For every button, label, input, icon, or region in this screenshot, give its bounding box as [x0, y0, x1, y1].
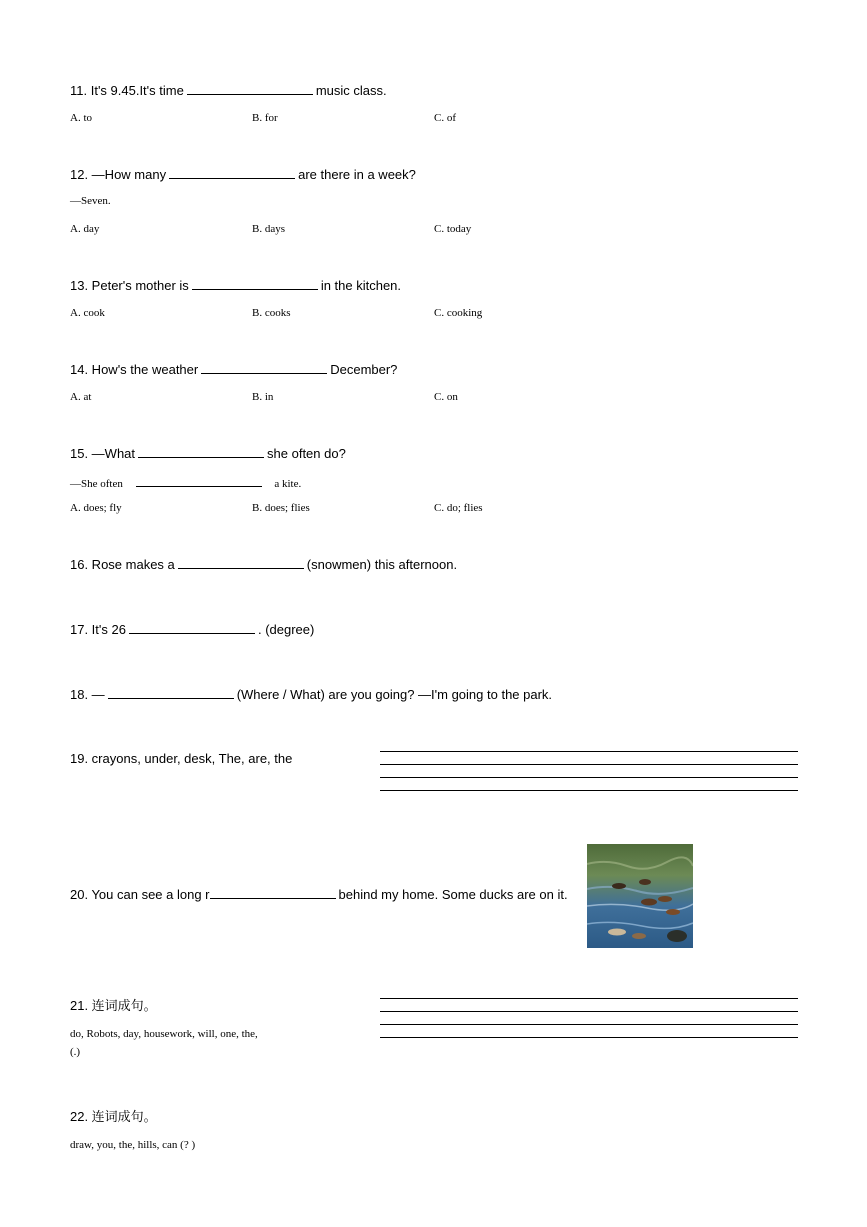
- question-text: (snowmen) this afternoon.: [306, 557, 458, 572]
- question-text: 14. How's the weather: [70, 362, 199, 377]
- option-b[interactable]: B. does; flies: [252, 502, 310, 514]
- answer-blank[interactable]: [201, 361, 327, 374]
- answer-line[interactable]: [380, 765, 798, 778]
- question-text: December?: [330, 362, 398, 377]
- option-a[interactable]: A. cook: [70, 307, 105, 319]
- answer-line[interactable]: [380, 739, 798, 752]
- question-text: she often do?: [267, 446, 346, 461]
- question-18: [70, 686, 552, 703]
- question-20: [70, 886, 568, 903]
- question-text: 17. It's 26: [70, 622, 126, 637]
- word-list: (.): [70, 1046, 81, 1058]
- answer-line[interactable]: [380, 1025, 798, 1038]
- question-text: . (degree): [257, 622, 315, 637]
- dialogue-answer: —Seven.: [70, 195, 111, 207]
- question-text: (Where / What) are you going? —I'm going to the park.: [236, 687, 553, 702]
- question-text: 13. Peter's mother is: [70, 278, 189, 293]
- answer-blank[interactable]: [129, 621, 255, 634]
- option-a[interactable]: A. at: [70, 391, 92, 403]
- question-14: [70, 361, 397, 378]
- answer-blank[interactable]: [210, 886, 336, 899]
- answer-line[interactable]: [380, 986, 798, 999]
- question-text: 15. —What: [70, 446, 136, 461]
- option-c[interactable]: C. on: [434, 391, 458, 403]
- answer-line[interactable]: [380, 752, 798, 765]
- question-text: 20. You can see a long r: [70, 887, 210, 902]
- question-text: are there in a week?: [298, 167, 416, 182]
- answer-lines[interactable]: [380, 986, 798, 1038]
- option-b[interactable]: B. in: [252, 391, 274, 403]
- option-c[interactable]: C. cooking: [434, 307, 483, 319]
- answer-blank[interactable]: [178, 556, 304, 569]
- question-21-title: 21. 连词成句。: [70, 998, 157, 1013]
- question-text: behind my home. Some ducks are on it.: [338, 887, 568, 902]
- question-19: 19. crayons, under, desk, The, are, the: [70, 751, 293, 766]
- question-text: 11. It's 9.45.It's time: [70, 83, 184, 98]
- answer-text: —She often: [70, 478, 123, 490]
- option-a[interactable]: A. day: [70, 223, 100, 235]
- question-16: [70, 556, 457, 573]
- answer-blank[interactable]: [187, 82, 313, 95]
- question-text: in the kitchen.: [320, 278, 402, 293]
- option-c[interactable]: C. today: [434, 223, 472, 235]
- answer-blank[interactable]: [169, 166, 295, 179]
- answer-text: a kite.: [274, 478, 302, 490]
- option-b[interactable]: B. for: [252, 112, 278, 124]
- answer-blank[interactable]: [136, 474, 262, 487]
- question-text: music class.: [315, 83, 387, 98]
- word-list: draw, you, the, hills, can (? ): [70, 1139, 196, 1151]
- ducks-on-river-photo: [587, 844, 693, 948]
- option-b[interactable]: B. cooks: [252, 307, 291, 319]
- answer-line[interactable]: [380, 1012, 798, 1025]
- answer-blank[interactable]: [108, 686, 234, 699]
- question-text: 16. Rose makes a: [70, 557, 175, 572]
- question-22-title: 22. 连词成句。: [70, 1109, 157, 1124]
- answer-lines[interactable]: [380, 739, 798, 791]
- question-13: [70, 277, 401, 294]
- answer-line[interactable]: [380, 778, 798, 791]
- option-a[interactable]: A. does; fly: [70, 502, 122, 514]
- option-b[interactable]: B. days: [252, 223, 285, 235]
- word-list: do, Robots, day, housework, will, one, the,: [70, 1028, 258, 1040]
- dialogue-answer: [70, 474, 301, 491]
- option-c[interactable]: C. of: [434, 112, 456, 124]
- option-a[interactable]: A. to: [70, 112, 92, 124]
- question-15: [70, 445, 346, 462]
- answer-blank[interactable]: [138, 445, 264, 458]
- answer-blank[interactable]: [192, 277, 318, 290]
- question-17: [70, 621, 314, 638]
- question-12: [70, 166, 416, 183]
- answer-line[interactable]: [380, 999, 798, 1012]
- option-c[interactable]: C. do; flies: [434, 502, 483, 514]
- question-text: 12. —How many: [70, 167, 167, 182]
- question-text: 18. —: [70, 687, 105, 702]
- question-11: [70, 82, 387, 99]
